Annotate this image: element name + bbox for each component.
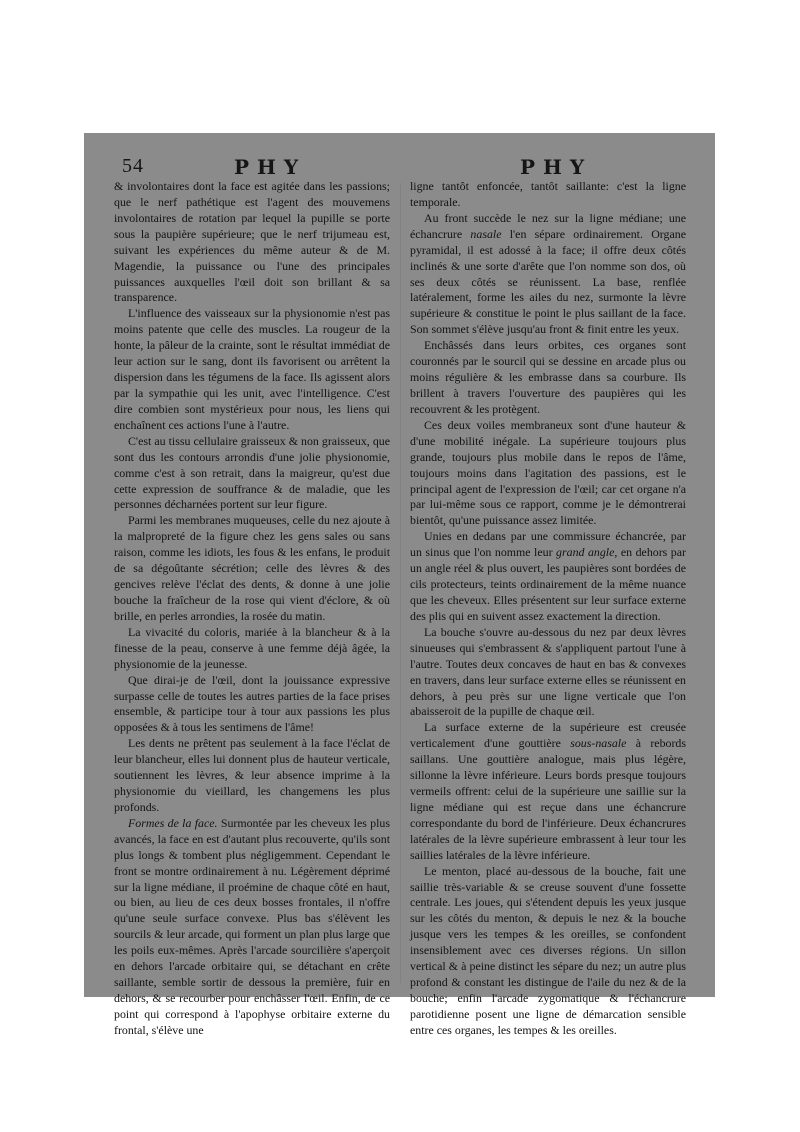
scanned-page xyxy=(84,133,715,1037)
paragraph xyxy=(410,720,686,863)
paragraph-text: à rebords saillans. Une gouttière analogue, mais plus légère, sillonne la lèvre inférieure. Leurs bords presque toujours vermeils offrent: celui de la supérieure une saillie sur la ligne médiane qui est reçue dans une échancrure correspondante du bord de l'inférieure. Deux échancrures latérales de la lèvre supérieure embrassent à leur tour les saillies latérales de la lèvre inférieure. xyxy=(410,736,686,862)
left-column xyxy=(114,179,390,1039)
paragraph: Les dents ne prêtent pas seulement à la face l'éclat de leur blancheur, elles lui donnent plus de hauteur verticale, soutiennent les lèvres, & leur absence imprime à la physionomie du vieillard, les changemens les plus profonds. xyxy=(114,736,390,814)
paragraph-text: La surface externe de la supérieure est creusée verticalement d'une gouttière xyxy=(410,720,686,751)
paragraph: ligne tantôt enfoncée, tantôt saillante: c'est la ligne temporale. xyxy=(410,179,686,209)
paragraph: L'influence des vaisseaux sur la physionomie n'est pas moins patente que celle des muscles. La rougeur de la honte, la pâleur de la crainte, sont le résultat immédiat de leur action sur le sang, dont ils favorisent ou arrêtent la dispersion dans les tégumens de la face. Ils agissent alors par la sympathie qui les unit, avec l'intelligence. C'est dire combien sont mystérieux pour nous, les liens qui enchaînent ces actions l'une à l'autre. xyxy=(114,306,390,432)
running-head-right: PHY xyxy=(520,155,593,179)
paragraph: Que dirai-je de l'œil, dont la jouissance expressive surpasse celle de toutes les autres parties de la face prises ensemble, & participe tour à tour aux passions les plus opposées & à tous les sentimens de l'âme! xyxy=(114,672,390,735)
page-number: 54 xyxy=(122,155,144,177)
paragraph-text: Au front succède le nez sur la ligne médiane; une échancrure xyxy=(410,210,686,241)
paragraph xyxy=(410,211,686,338)
paragraph xyxy=(410,529,686,625)
paragraph: Enchâssés dans leurs orbites, ces organes sont couronnés par le sourcil qui se dessine en arcade plus ou moins régulière & les embrasse dans sa courbure. Ils brillent à travers l'ouverture des paupières qui les recouvrent & les protègent. xyxy=(410,338,686,416)
paragraph-text: , en dehors par un angle réel & plus ouvert, les paupières sont bordées de cils protecteurs, teints ordinairement de la même nuance que les cheveux. Elles présentent sur leur surface externe des plis qui en suivent assez exactement la direction. xyxy=(410,545,686,623)
paragraph-text: l'en sépare ordinairement. Organe pyramidal, il est adossé à la face; il offre deux côtés inclinés & une sorte d'arête que l'on nomme son dos, où ses deux côtés se réunissent. La base, renflée latéralement, forme les ailes du nez, surmonte la lèvre supérieure & constitue le point le plus saillant de la face. Son sommet s'élève jusqu'au front & finit entre les yeux. xyxy=(410,226,686,337)
paragraph: La bouche s'ouvre au-dessous du nez par deux lèvres sinueuses qui s'embrassent & s'appliquent partout l'une à l'autre. Toutes deux concaves de haut en bas & convexes en travers, dans leur surface externe elles se réunissent en dehors, à peu près sur une ligne verticale que l'on abaisseroit de la pupille de chaque œil. xyxy=(410,624,686,719)
paragraph: Ces deux voiles membraneux sont d'une hauteur & d'une mobilité inégale. La supérieure toujours plus grande, toujours plus mobile dans le repos de l'âme, toujours moins dans l'agitation des passions, est le principal agent de l'expression de l'œil; car cet organe n'a par lui-même sous ce rapport, comme je le démontrerai bientôt, qu'une puissance assez limitée. xyxy=(410,417,686,528)
paragraph: C'est au tissu cellulaire graisseux & non graisseux, que sont dus les contours arrondis d'une jolie physionomie, comme c'est à son retrait, dans la maigreur, qu'est due cette expression de souffrance & de maladie, que les personnes décharnées portent sur leur figure. xyxy=(114,433,390,512)
right-column xyxy=(410,179,686,1039)
italic-term: nasale xyxy=(470,226,502,241)
italic-term: sous-nasale xyxy=(570,736,627,751)
paragraph: & involontaires dont la face est agitée dans les passions; que le nerf pathétique est l'agent des mouvemens involontaires de rotation par lequel la pupille se porte sous la paupière supérieure; que le nerf trijumeau est, suivant les expériences du même auteur & de M. Magendie, la puissance ou l'une des principales puissances auxquelles l'œil doit son brillant & sa transparence. xyxy=(114,179,390,305)
paragraph: Le menton, placé au-dessous de la bouche, fait une saillie très-variable & se creuse souvent d'une fossette centrale. Les joues, qui s'étendent depuis les yeux jusque sur les côtés du menton, & depuis le nez & la bouche jusque vers les tempes & les oreilles, se confondent insensiblement avec ces diverses régions. Un sillon vertical & à peine distinct les sépare du nez; un autre plus profond & constant les distingue de l'aile du nez & de la bouche; enfin l'arcade zygomatique & l'échancrure parotidienne posent une ligne de démarcation sensible entre ces organes, les tempes & les oreilles. xyxy=(410,863,686,1037)
paragraph-text: Unies en dedans par une commissure échancrée, par un sinus que l'on nomme leur xyxy=(410,529,686,560)
paragraph-formes xyxy=(114,816,390,1039)
paragraph: La vivacité du coloris, mariée à la blancheur & à la finesse de la peau, conserve à une femme déjà âgée, la physionomie de la jeunesse. xyxy=(114,624,390,671)
section-heading-italic: Formes de la face. xyxy=(128,815,218,830)
paragraph: Parmi les membranes muqueuses, celle du nez ajoute à la malpropreté de la figure chez les gens sales ou sans raison, comme les idiots, les fous & les enfans, le produit de sa dégoûtante sécrétion; celle des lèvres & des gencives relève l'éclat des dents, & donne à une jolie bouche la fraîcheur de la rose qui vient d'éclore, & où brille, en perles arrondies, la rosée du matin. xyxy=(114,513,390,623)
paragraph-text: Surmontée par les cheveux les plus avancés, la face en est d'autant plus recouverte, qu'ils sont plus longs & tombent plus négligemment. Cependant le front se montre ordinairement à nu. Légèrement déprimé sur la ligne médiane, il proémine de chaque côté en haut, ou bien, au lieu de ces deux bosses frontales, il n'offre qu'une seule surface convexe. Plus bas s'élèvent les sourcils & leur arcade, qui forment un plan plus large que les poils eux-mêmes. Après l'arcade sourcilière s'aperçoit en dehors l'arcade orbitaire qui, se détachant en crête saillante, semble sortir de dessous la première, fuir en dehors, & se recourber pour enchâsser l'œil. Enfin, de ce point qui correspond à l'apophyse orbitaire externe du frontal, s'élève une xyxy=(114,815,390,1037)
column-gutter xyxy=(400,183,401,983)
italic-term: grand angle xyxy=(556,545,615,560)
running-head-left: PHY xyxy=(234,155,307,179)
